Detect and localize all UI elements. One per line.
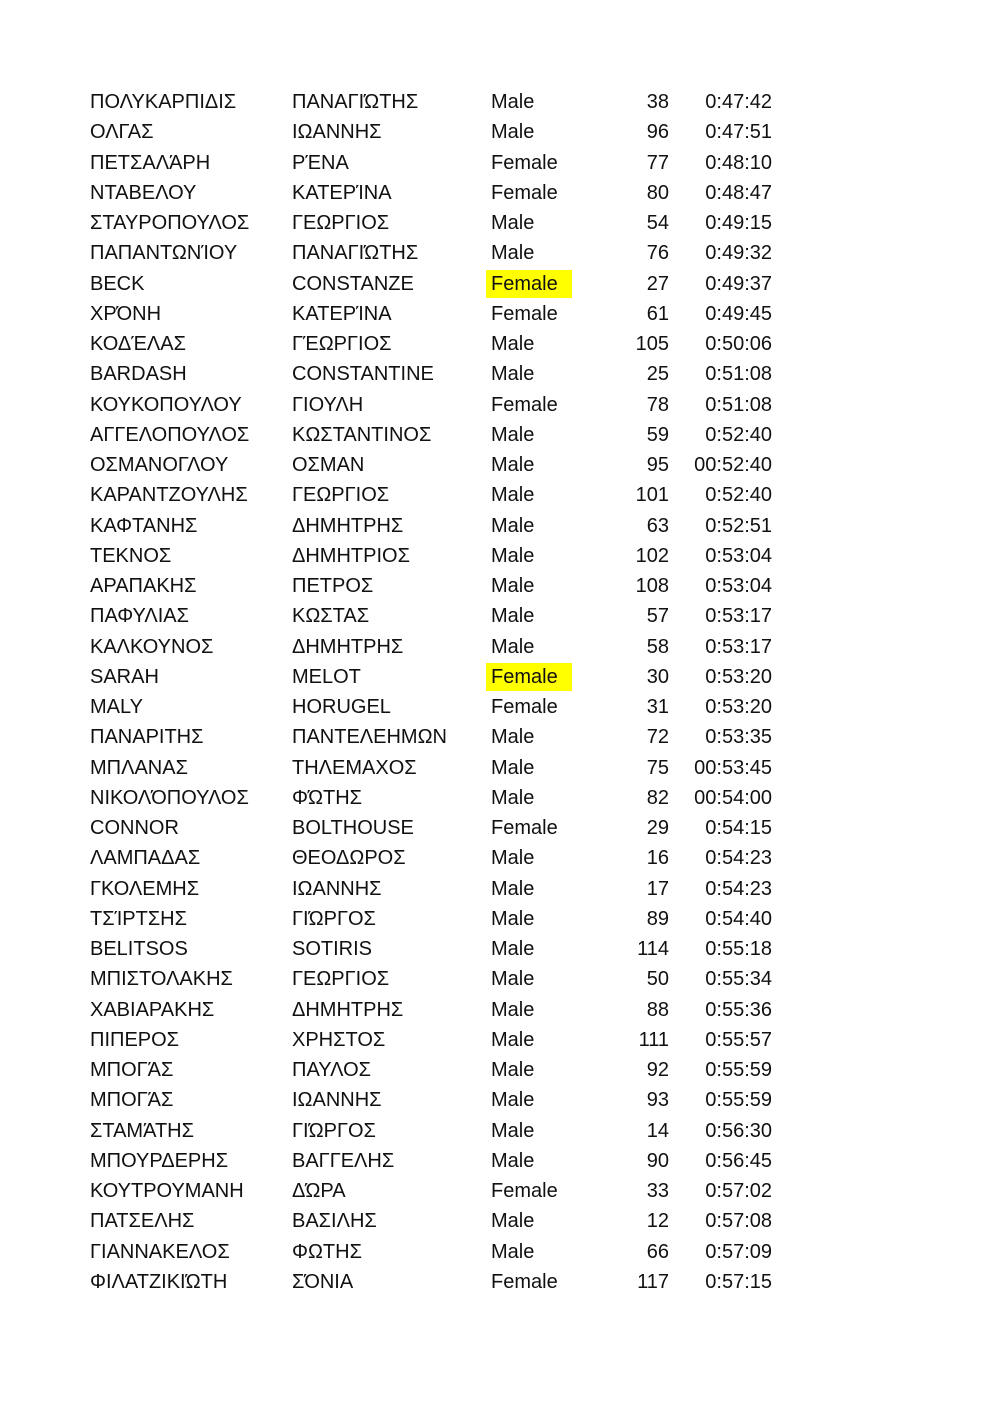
first-name-cell: ΚΑΤΕΡΊΝΑ (292, 181, 392, 204)
surname-cell: ΠΑΤΣΕΛΗΣ (90, 1210, 195, 1233)
first-name-cell: ΔΗΜΗΤΡΗΣ (292, 635, 404, 658)
gender-text: Male (491, 877, 535, 900)
table-row (0, 1025, 1000, 1055)
gender-cell (486, 1146, 572, 1176)
surname-cell: CONNOR (90, 817, 179, 839)
gender-text: Male (491, 242, 535, 265)
table-row (0, 722, 1000, 752)
gender-cell (486, 1237, 572, 1267)
first-name-cell: ΡΈΝΑ (292, 151, 349, 174)
time-cell: 0:53:20 (705, 665, 772, 688)
gender-cell (486, 238, 572, 268)
first-name-cell: ΚΑΤΕΡΊΝΑ (292, 302, 392, 325)
first-name-cell: ΔΗΜΗΤΡΗΣ (292, 514, 404, 537)
surname-cell: MALY (90, 696, 143, 718)
table-row (0, 1176, 1000, 1206)
gender-text: Male (491, 484, 535, 507)
first-name-cell: ΙΩΑΝΝΗΣ (292, 1089, 382, 1112)
first-name-cell: ΦΏΤΗΣ (292, 786, 363, 809)
first-name-cell: HORUGEL (292, 696, 391, 718)
first-name-cell: ΠΑΝΑΓΙΏΤΗΣ (292, 91, 419, 113)
first-name-cell: ΓΕΩΡΓΙΟΣ (292, 968, 390, 991)
number-cell: 88 (646, 998, 669, 1021)
first-name-cell: ΠΑΝΑΓΙΏΤΗΣ (292, 242, 419, 265)
gender-text: Male (491, 1240, 535, 1263)
time-cell: 0:56:45 (705, 1149, 772, 1172)
time-cell: 0:57:02 (705, 1180, 772, 1202)
surname-cell: ΛΑΜΠΑΔΑΣ (90, 847, 201, 870)
gender-cell (486, 329, 572, 359)
first-name-cell: ΣΌΝΙΑ (292, 1270, 354, 1293)
gender-text: Male (491, 1210, 535, 1233)
first-name-cell: ΓΙΟΥΛΗ (292, 393, 364, 416)
gender-cell (486, 722, 572, 752)
number-cell: 31 (646, 696, 669, 718)
gender-text: Male (491, 605, 535, 628)
surname-cell: ΜΠΛΑΝΑΣ (90, 756, 188, 779)
surname-cell: ΤΕΚΝΟΣ (90, 544, 172, 567)
first-name-cell: ΟΣΜΑΝ (292, 454, 365, 476)
surname-cell: ΚΟΥΤΡΟΥΜΑΝΗ (90, 1180, 244, 1202)
surname-cell: ΚΟΥΚΟΠΟΥΛΟΥ (90, 393, 242, 416)
gender-text: Male (491, 786, 535, 809)
table-row (0, 1146, 1000, 1176)
gender-cell (486, 995, 572, 1025)
gender-text: Male (491, 1028, 535, 1051)
number-cell: 93 (646, 1089, 669, 1112)
gender-cell (486, 299, 572, 329)
gender-text: Male (491, 847, 535, 870)
gender-text: Male (491, 514, 535, 537)
gender-text: Female (491, 393, 558, 416)
surname-cell: SARAH (90, 665, 159, 688)
surname-cell: ΠΑΦΥΛΙΑΣ (90, 605, 189, 628)
surname-cell: ΝΤΑΒΕΛΟΥ (90, 181, 197, 204)
number-cell: 89 (646, 907, 669, 930)
first-name-cell: ΓΕΩΡΓΙΟΣ (292, 484, 390, 507)
time-cell: 0:47:51 (705, 121, 772, 144)
gender-text: Female (491, 302, 558, 325)
number-cell: 105 (635, 333, 669, 355)
gender-cell (486, 450, 572, 480)
gender-text: Male (491, 91, 535, 113)
results-table (0, 87, 1000, 1297)
gender-text: Male (491, 423, 535, 446)
gender-text: Male (491, 1059, 535, 1081)
time-cell: 0:49:37 (705, 272, 772, 295)
gender-cell (486, 178, 572, 208)
time-cell: 0:47:42 (705, 91, 772, 113)
time-cell: 0:53:20 (705, 696, 772, 718)
first-name-cell: ΔΏΡΑ (292, 1180, 346, 1202)
first-name-cell: ΔΗΜΗΤΡΙΟΣ (292, 544, 410, 567)
time-cell: 0:48:10 (705, 151, 772, 174)
gender-text: Male (491, 1149, 535, 1172)
time-cell: 0:54:23 (705, 877, 772, 900)
time-cell: 0:57:09 (705, 1240, 772, 1263)
table-row (0, 843, 1000, 873)
first-name-cell: ΠΑΝΤΕΛΕΗΜΩΝ (292, 726, 447, 749)
gender-text: Male (491, 635, 535, 658)
gender-cell (486, 934, 572, 964)
time-cell: 0:54:15 (705, 817, 772, 839)
gender-cell (486, 359, 572, 389)
surname-cell: ΣΤΑΜΆΤΗΣ (90, 1119, 194, 1142)
gender-text: Male (491, 544, 535, 567)
table-row (0, 934, 1000, 964)
time-cell: 0:52:40 (705, 423, 772, 446)
first-name-cell: ΒΑΓΓΕΛΗΣ (292, 1149, 395, 1172)
gender-cell (486, 904, 572, 934)
number-cell: 78 (646, 393, 669, 416)
table-row (0, 238, 1000, 268)
time-cell: 0:53:04 (705, 575, 772, 597)
surname-cell: BECK (90, 272, 145, 295)
gender-text: Male (491, 938, 535, 960)
surname-cell: ΝΙΚΟΛΌΠΟΥΛΟΣ (90, 786, 249, 809)
number-cell: 27 (646, 272, 669, 295)
first-name-cell: ΓΙΏΡΓΟΣ (292, 907, 376, 930)
gender-cell (486, 571, 572, 601)
time-cell: 0:55:18 (705, 938, 772, 960)
time-cell: 0:49:45 (705, 302, 772, 325)
gender-text: Male (491, 333, 535, 355)
surname-cell: ΠΙΠΕΡΟΣ (90, 1028, 180, 1051)
time-cell: 0:57:15 (705, 1270, 772, 1293)
number-cell: 111 (638, 1028, 669, 1051)
surname-cell: ΧΡΌΝΗ (90, 302, 162, 325)
table-row (0, 148, 1000, 178)
first-name-cell: ΒΑΣΙΛΗΣ (292, 1210, 377, 1233)
number-cell: 108 (635, 575, 669, 597)
number-cell: 102 (635, 544, 669, 567)
gender-text: Female (486, 663, 572, 691)
gender-text: Female (491, 151, 558, 174)
gender-cell (486, 541, 572, 571)
surname-cell: ΚΑΡΑΝΤΖΟΥΛΗΣ (90, 484, 248, 507)
number-cell: 17 (646, 877, 669, 900)
time-cell: 0:55:59 (705, 1059, 772, 1081)
gender-cell (486, 601, 572, 631)
first-name-cell: ΠΕΤΡΟΣ (292, 575, 374, 597)
number-cell: 114 (637, 938, 669, 960)
first-name-cell: ΦΩΤΗΣ (292, 1240, 362, 1263)
surname-cell: ΜΠΙΣΤΟΛΑΚΗΣ (90, 968, 233, 991)
surname-cell: ΚΑΦΤΑΝΗΣ (90, 514, 198, 537)
table-row (0, 117, 1000, 147)
number-cell: 77 (646, 151, 669, 174)
gender-text: Male (491, 1119, 535, 1142)
table-row (0, 571, 1000, 601)
surname-cell: ΠΑΝΑΡΙΤΗΣ (90, 726, 204, 749)
gender-cell (486, 511, 572, 541)
surname-cell: ΓΚΟΛΕΜΗΣ (90, 877, 200, 900)
first-name-cell: ΘΕΟΔΩΡΟΣ (292, 847, 406, 870)
time-cell: 00:53:45 (694, 756, 772, 779)
table-row (0, 692, 1000, 722)
surname-cell: ΤΣΊΡΤΣΗΣ (90, 907, 187, 930)
gender-text: Female (491, 696, 558, 718)
gender-text: Female (491, 1270, 558, 1293)
number-cell: 92 (646, 1059, 669, 1081)
gender-cell-highlighted (486, 662, 572, 692)
gender-cell (486, 692, 572, 722)
time-cell: 0:55:36 (705, 998, 772, 1021)
number-cell: 101 (635, 484, 669, 507)
first-name-cell: ΓΙΏΡΓΟΣ (292, 1119, 376, 1142)
surname-cell: ΟΛΓΑΣ (90, 121, 154, 144)
table-row (0, 208, 1000, 238)
surname-cell: ΑΓΓΕΛΟΠΟΥΛΟΣ (90, 423, 250, 446)
gender-cell (486, 1025, 572, 1055)
gender-text: Male (491, 907, 535, 930)
number-cell: 57 (646, 605, 669, 628)
time-cell: 0:55:34 (705, 968, 772, 991)
table-row (0, 964, 1000, 994)
table-row (0, 813, 1000, 843)
gender-text: Male (491, 454, 535, 476)
gender-text: Male (491, 726, 535, 749)
number-cell: 63 (646, 514, 669, 537)
table-row (0, 904, 1000, 934)
surname-cell: BARDASH (90, 363, 187, 386)
gender-cell (486, 420, 572, 450)
gender-cell (486, 1055, 572, 1085)
gender-cell (486, 1085, 572, 1115)
gender-cell (486, 87, 572, 117)
number-cell: 29 (646, 817, 669, 839)
number-cell: 80 (646, 181, 669, 204)
number-cell: 25 (646, 363, 669, 386)
gender-text: Male (491, 998, 535, 1021)
number-cell: 58 (646, 635, 669, 658)
number-cell: 59 (646, 423, 669, 446)
surname-cell: ΚΟΔΈΛΑΣ (90, 333, 186, 355)
gender-cell (486, 753, 572, 783)
first-name-cell: ΤΗΛΕΜΑΧΟΣ (292, 756, 417, 779)
table-row (0, 1267, 1000, 1297)
gender-text: Female (491, 181, 558, 204)
gender-cell (486, 964, 572, 994)
time-cell: 0:52:51 (705, 514, 772, 537)
number-cell: 33 (646, 1180, 669, 1202)
surname-cell: ΠΟΛΥΚΑΡΠΙΔΙΣ (90, 91, 237, 113)
number-cell: 95 (646, 454, 669, 476)
time-cell: 0:50:06 (705, 333, 772, 355)
number-cell: 12 (646, 1210, 669, 1233)
time-cell: 0:53:04 (705, 544, 772, 567)
gender-cell (486, 843, 572, 873)
table-row (0, 87, 1000, 117)
time-cell: 0:53:17 (705, 635, 772, 658)
time-cell: 0:51:08 (705, 363, 772, 386)
gender-text: Male (491, 968, 535, 991)
table-row (0, 359, 1000, 389)
first-name-cell: ΚΩΣΤΑΣ (292, 605, 370, 628)
surname-cell: ΣΤΑΥΡΟΠΟΥΛΟΣ (90, 212, 250, 234)
number-cell: 54 (646, 212, 669, 234)
gender-text: Male (491, 575, 535, 597)
time-cell: 0:55:57 (705, 1028, 772, 1051)
surname-cell: ΜΠΟΓΆΣ (90, 1089, 174, 1112)
number-cell: 76 (646, 242, 669, 265)
table-row (0, 1237, 1000, 1267)
table-row (0, 329, 1000, 359)
table-row (0, 601, 1000, 631)
number-cell: 90 (646, 1149, 669, 1172)
table-row (0, 450, 1000, 480)
gender-text: Female (486, 270, 572, 298)
first-name-cell: ΔΗΜΗΤΡΗΣ (292, 998, 404, 1021)
surname-cell: ΠΑΠΑΝΤΩΝΊΟΥ (90, 242, 238, 265)
table-row (0, 632, 1000, 662)
table-row (0, 1206, 1000, 1236)
gender-text: Male (491, 756, 535, 779)
table-row (0, 541, 1000, 571)
time-cell: 0:49:15 (705, 212, 772, 234)
surname-cell: ΠΕΤΣΑΛΆΡΗ (90, 151, 211, 174)
gender-cell-highlighted (486, 269, 572, 299)
table-row (0, 480, 1000, 510)
gender-text: Male (491, 121, 535, 144)
table-row (0, 662, 1000, 692)
first-name-cell: BOLTHOUSE (292, 817, 414, 839)
gender-cell (486, 480, 572, 510)
gender-cell (486, 117, 572, 147)
time-cell: 0:56:30 (705, 1119, 772, 1142)
surname-cell: ΧΑΒΙΑΡΑΚΗΣ (90, 998, 215, 1021)
first-name-cell: ΓΕΩΡΓΙΟΣ (292, 212, 390, 234)
gender-text: Male (491, 212, 535, 234)
first-name-cell: SOTIRIS (292, 938, 373, 960)
number-cell: 50 (646, 968, 669, 991)
gender-text: Male (491, 1089, 535, 1112)
time-cell: 0:48:47 (705, 181, 772, 204)
gender-cell (486, 1116, 572, 1146)
surname-cell: ΚΑΛΚΟΥΝΟΣ (90, 635, 214, 658)
time-cell: 0:57:08 (705, 1210, 772, 1233)
table-row (0, 299, 1000, 329)
time-cell: 00:52:40 (694, 454, 772, 476)
gender-text: Female (491, 817, 558, 839)
first-name-cell: ΧΡΗΣΤΟΣ (292, 1028, 386, 1051)
time-cell: 0:53:17 (705, 605, 772, 628)
first-name-cell: ΙΩΑΝΝΗΣ (292, 121, 382, 144)
table-row (0, 874, 1000, 904)
table-row (0, 1116, 1000, 1146)
gender-cell (486, 813, 572, 843)
surname-cell: ΜΠΟΓΆΣ (90, 1059, 174, 1081)
table-row (0, 995, 1000, 1025)
number-cell: 66 (646, 1240, 669, 1263)
number-cell: 75 (646, 756, 669, 779)
surname-cell: ΓΙΑΝΝΑΚΕΛΟΣ (90, 1240, 230, 1263)
number-cell: 38 (646, 91, 669, 113)
gender-cell (486, 1206, 572, 1236)
time-cell: 0:49:32 (705, 242, 772, 265)
gender-cell (486, 208, 572, 238)
time-cell: 0:51:08 (705, 393, 772, 416)
first-name-cell: ΙΩΑΝΝΗΣ (292, 877, 382, 900)
number-cell: 16 (646, 847, 669, 870)
time-cell: 00:54:00 (694, 786, 772, 809)
first-name-cell: ΚΩΣΤΑΝΤΙΝΟΣ (292, 423, 432, 446)
table-row (0, 178, 1000, 208)
gender-cell (486, 874, 572, 904)
first-name-cell: ΠΑΥΛΟΣ (292, 1059, 372, 1081)
time-cell: 0:53:35 (705, 726, 772, 749)
number-cell: 30 (646, 665, 669, 688)
surname-cell: BELITSOS (90, 938, 188, 960)
number-cell: 72 (646, 726, 669, 749)
table-row (0, 753, 1000, 783)
surname-cell: ΦΙΛΑΤΖΙΚΙΏΤΗ (90, 1270, 228, 1293)
first-name-cell: MELOT (292, 665, 361, 688)
gender-text: Male (491, 363, 535, 386)
number-cell: 82 (646, 786, 669, 809)
table-row (0, 269, 1000, 299)
time-cell: 0:54:23 (705, 847, 772, 870)
number-cell: 96 (646, 121, 669, 144)
gender-cell (486, 1267, 572, 1297)
time-cell: 0:54:40 (705, 907, 772, 930)
time-cell: 0:52:40 (705, 484, 772, 507)
time-cell: 0:55:59 (705, 1089, 772, 1112)
gender-cell (486, 148, 572, 178)
table-row (0, 390, 1000, 420)
first-name-cell: CONSTANZE (292, 272, 414, 295)
number-cell: 117 (637, 1270, 669, 1293)
table-row (0, 1055, 1000, 1085)
number-cell: 14 (646, 1119, 669, 1142)
gender-text: Female (491, 1180, 558, 1202)
surname-cell: ΑΡΑΠΑΚΗΣ (90, 575, 197, 597)
number-cell: 61 (646, 302, 669, 325)
gender-cell (486, 783, 572, 813)
table-row (0, 1085, 1000, 1115)
first-name-cell: CONSTANTINE (292, 363, 434, 386)
surname-cell: ΜΠΟΥΡΔΕΡΗΣ (90, 1149, 229, 1172)
gender-cell (486, 632, 572, 662)
table-row (0, 420, 1000, 450)
table-row (0, 511, 1000, 541)
surname-cell: ΟΣΜΑΝΟΓΛΟΥ (90, 454, 229, 476)
first-name-cell: ΓΈΩΡΓΙΟΣ (292, 333, 392, 355)
table-row (0, 783, 1000, 813)
gender-cell (486, 1176, 572, 1206)
gender-cell (486, 390, 572, 420)
